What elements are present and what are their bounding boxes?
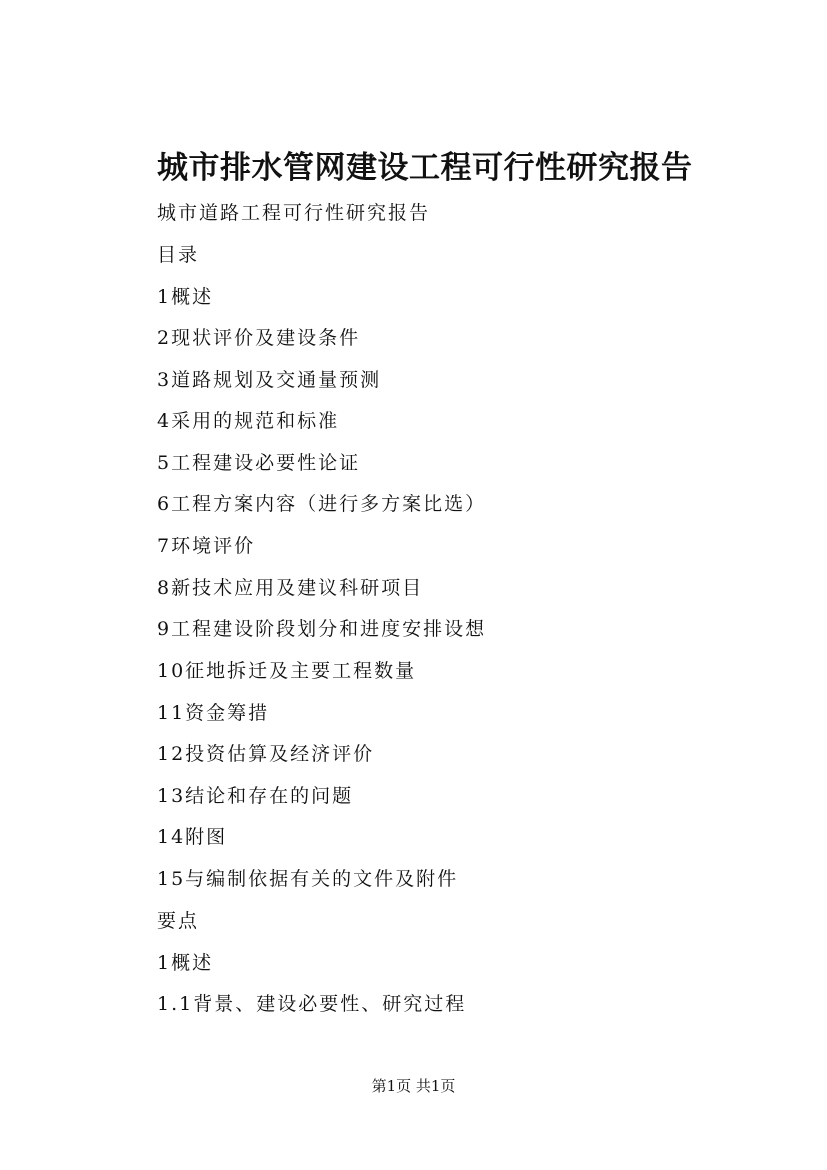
page-footer: 第1页 共1页 xyxy=(371,1077,456,1095)
section-heading: 要点 xyxy=(157,910,200,932)
toc-item: 11资金筹措 xyxy=(157,702,270,724)
subtitle-line: 城市道路工程可行性研究报告 xyxy=(157,202,431,224)
toc-item: 10征地拆迁及主要工程数量 xyxy=(157,660,417,682)
toc-item: 1概述 xyxy=(157,286,214,308)
toc-item: 2现状评价及建设条件 xyxy=(157,327,361,349)
toc-item: 9工程建设阶段划分和进度安排设想 xyxy=(157,618,487,640)
section-item: 1.1背景、建设必要性、研究过程 xyxy=(157,993,467,1015)
toc-item: 12投资估算及经济评价 xyxy=(157,743,375,765)
toc-item: 3道路规划及交通量预测 xyxy=(157,369,382,391)
toc-item: 14附图 xyxy=(157,826,228,848)
toc-item: 5工程建设必要性论证 xyxy=(157,452,361,474)
toc-heading: 目录 xyxy=(157,244,200,266)
section-item: 1概述 xyxy=(157,952,214,974)
document-title: 城市排水管网建设工程可行性研究报告 xyxy=(157,150,693,186)
toc-item: 13结论和存在的问题 xyxy=(157,785,354,807)
toc-item: 6工程方案内容（进行多方案比选） xyxy=(157,493,487,515)
toc-item: 8新技术应用及建议科研项目 xyxy=(157,577,424,599)
toc-item: 4采用的规范和标准 xyxy=(157,410,340,432)
toc-item: 7环境评价 xyxy=(157,535,256,557)
toc-item: 15与编制依据有关的文件及附件 xyxy=(157,868,459,890)
